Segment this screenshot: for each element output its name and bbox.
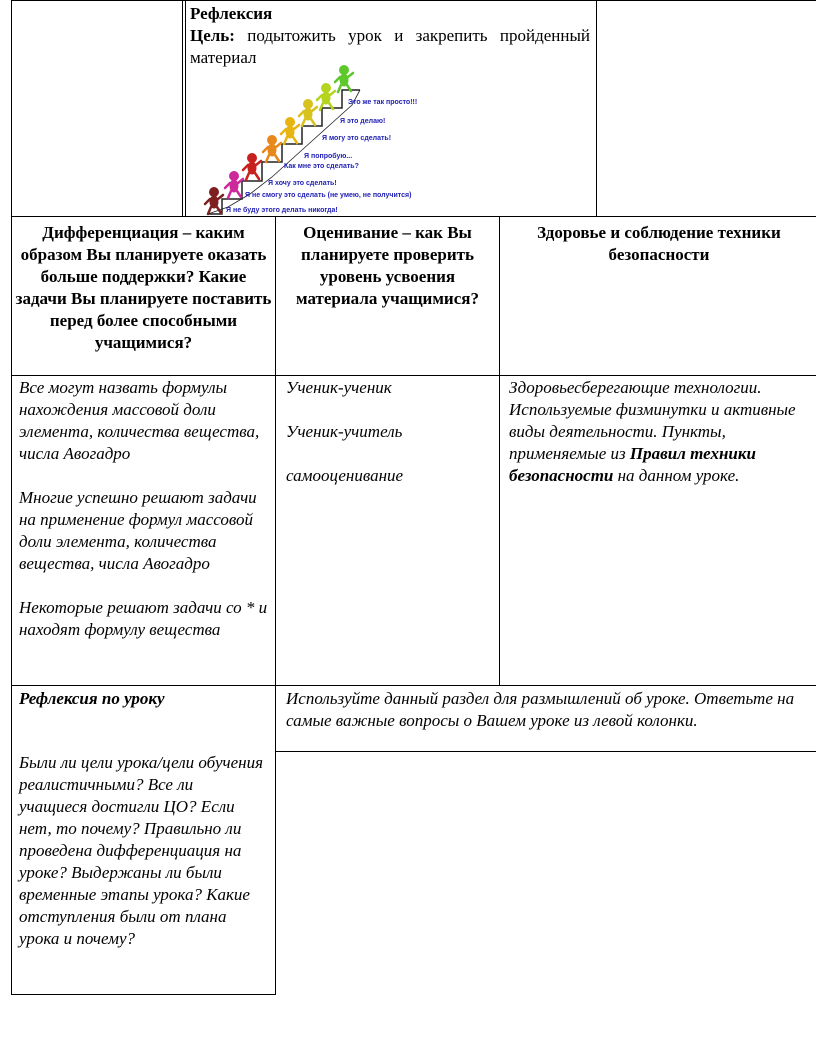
table-border-left [11, 0, 12, 995]
lesson-reflection-title: Рефлексия по уроку [19, 689, 165, 708]
assessment-item: Ученик-учитель [286, 422, 403, 441]
ladder-step-3: Я могу это сделать! [322, 135, 392, 142]
goal-text: подытожить урок и закрепить пройденный материал [190, 26, 590, 67]
lesson-reflection-notes-area[interactable] [276, 752, 816, 994]
assessment-item: Ученик-ученик [286, 378, 392, 397]
ladder-step-6: Я хочу это сделать! [268, 180, 337, 187]
goal-label: Цель: [190, 26, 235, 45]
divider-top-c [596, 0, 597, 217]
climbing-figure [317, 83, 335, 110]
ladder-step-5: Как мне это сделать? [284, 163, 359, 170]
health-cell [509, 377, 805, 487]
differentiation-paragraph-3: Некоторые решают задачи со * и находят формулу вещества [19, 598, 268, 639]
reflection-block [190, 3, 590, 69]
row-line-3 [11, 685, 816, 686]
success-ladder-image [190, 64, 440, 218]
divider-top-b [185, 0, 186, 217]
health-text-bold: Правил техники безопасности [509, 444, 756, 485]
climbing-figure [335, 65, 353, 92]
climbing-figure [205, 187, 223, 214]
divider-top-a [182, 0, 183, 217]
ladder-step-8: Я не буду этого делать никогда! [226, 207, 338, 214]
table-border-top [11, 0, 816, 1]
differentiation-paragraph-1: Все могут назвать формулы нахождения массовой доли элемента, количества вещества, числа Авогадро [19, 378, 260, 463]
health-text-1: Здоровьесберегающие технологии. Используемые физминутки и активные виды деятельности. Пункты, применяемые из [509, 378, 796, 463]
climbing-figure [225, 171, 243, 198]
differentiation-cell [19, 377, 271, 641]
lesson-reflection-instruction: Используйте данный раздел для размышлений об уроке. Ответьте на самые важные вопросы о Вашем уроке из левой колонки. [286, 689, 795, 730]
health-text-2: на данном уроке. [613, 466, 740, 485]
divider-mid-b [499, 217, 500, 686]
header-differentiation: Дифференциация – каким образом Вы планируете оказать больше поддержки? Какие задачи Вы планируете поставить перед более способными учащимися? [15, 223, 272, 352]
differentiation-paragraph-2: Многие успешно решают задачи на применение формул массовой доли элемента, количества вещества, числа Авогадро [19, 488, 257, 573]
table-border-bottom [11, 994, 275, 995]
climbing-figure [263, 135, 281, 162]
ladder-step-4: Я попробую... [304, 153, 353, 160]
ladder-step-1: Это же так просто!!! [348, 99, 418, 106]
assessment-item: самооценивание [286, 466, 404, 485]
climbing-figure [299, 99, 317, 126]
row-line-2 [11, 375, 816, 376]
reflection-title: Рефлексия [190, 4, 273, 23]
ladder-step-2: Я это делаю! [340, 118, 386, 125]
climbing-figure [243, 153, 261, 180]
climbing-figure [281, 117, 299, 144]
assessment-cell [286, 377, 496, 487]
lesson-reflection-questions: Были ли цели урока/цели обучения реалистичными? Все ли учащиеся достигли ЦО? Если нет, то почему? Правильно ли проведена дифференциация на уроке? Выдержаны ли были временные этапы урока? Какие отступления были от плана урока и почему? [19, 753, 263, 948]
header-assessment: Оценивание – как Вы планируете проверить уровень усвоения материала учащимися? [296, 223, 479, 308]
reflection-goal [190, 25, 590, 69]
ladder-step-7: Я не смогу это сделать (не умею, не получится) [245, 192, 412, 199]
header-health: Здоровье и соблюдение техники безопасности [537, 223, 781, 264]
